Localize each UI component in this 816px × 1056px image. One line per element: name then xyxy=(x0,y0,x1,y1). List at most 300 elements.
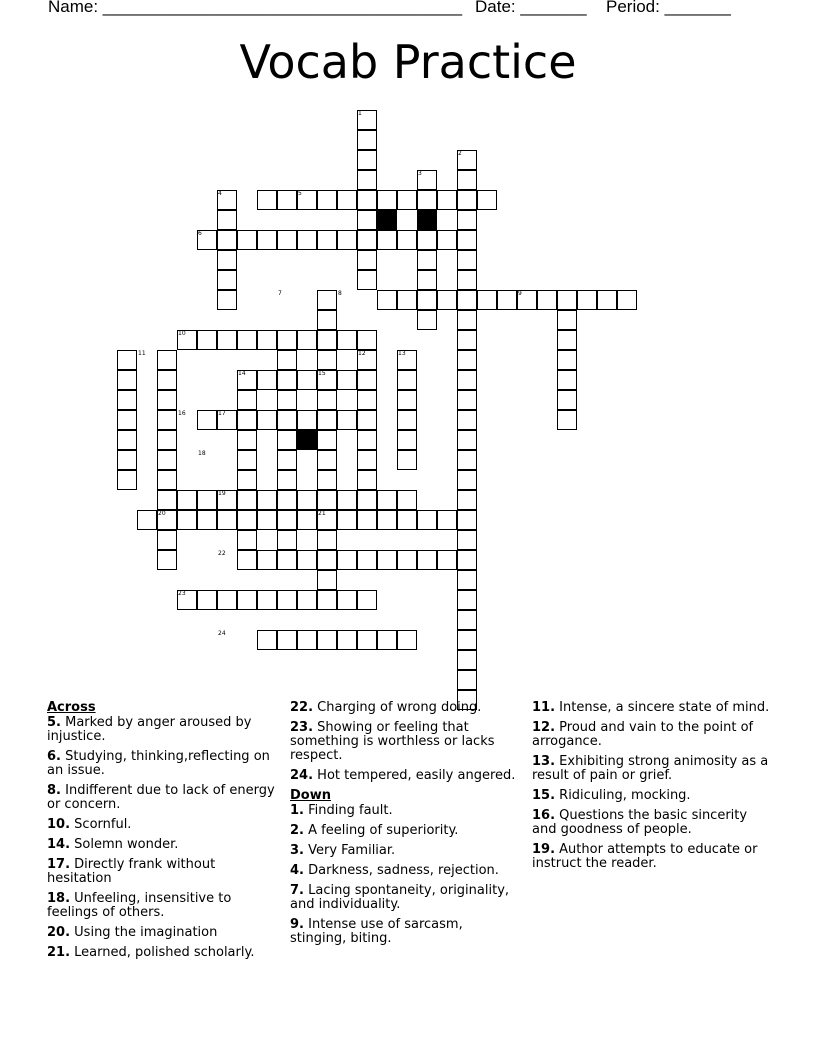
crossword-cell[interactable] xyxy=(297,410,317,430)
down-clue xyxy=(532,789,772,803)
clue-number-label: 3 xyxy=(418,170,422,177)
crossword-cell[interactable] xyxy=(457,650,477,670)
clue-text: Marked by anger aroused by injustice. xyxy=(47,715,252,744)
crossword-cell[interactable] xyxy=(557,350,577,370)
crossword-cell[interactable] xyxy=(457,430,477,450)
crossword-cell[interactable] xyxy=(557,370,577,390)
clue-text: A feeling of superiority. xyxy=(303,823,459,838)
crossword-cell[interactable] xyxy=(357,590,377,610)
clue-number: 4. xyxy=(290,863,304,878)
crossword-cell[interactable] xyxy=(377,190,397,210)
crossword-cell[interactable] xyxy=(397,450,417,470)
clue-text: Exhibiting strong animosity as a result of pain or grief. xyxy=(532,754,769,783)
clue-number: 12. xyxy=(532,720,556,735)
clue-text: Directly frank without hesitation xyxy=(47,857,216,886)
crossword-cell[interactable] xyxy=(377,230,397,250)
clue-number-label: 7 xyxy=(278,290,282,297)
crossword-cell[interactable] xyxy=(437,510,457,530)
crossword-cell[interactable] xyxy=(217,210,237,230)
clue-text: Proud and vain to the point of arrogance. xyxy=(532,720,754,749)
down-clue xyxy=(290,864,522,878)
clue-number: 23. xyxy=(290,720,314,735)
crossword-cell[interactable] xyxy=(397,430,417,450)
down-clue xyxy=(532,755,772,783)
crossword-cell[interactable] xyxy=(157,370,177,390)
crossword-cell[interactable] xyxy=(277,530,297,550)
across-clue xyxy=(47,926,279,940)
crossword-cell[interactable] xyxy=(457,170,477,190)
clue-number-label: 11 xyxy=(138,350,146,357)
clue-number: 6. xyxy=(47,749,61,764)
crossword-cell[interactable] xyxy=(277,510,297,530)
crossword-cell[interactable] xyxy=(237,590,257,610)
crossword-cell[interactable] xyxy=(417,550,437,570)
across-clue xyxy=(47,858,279,886)
clue-number: 16. xyxy=(532,808,556,823)
clue-text: Finding fault. xyxy=(303,803,393,818)
clue-text: Lacing spontaneity, originality, and individuality. xyxy=(290,883,510,912)
crossword-cell[interactable] xyxy=(597,290,617,310)
crossword-cell[interactable] xyxy=(157,410,177,430)
crossword-cell[interactable] xyxy=(277,470,297,490)
crossword-cell[interactable] xyxy=(277,330,297,350)
period-field[interactable]: Period: _______ xyxy=(606,0,731,16)
crossword-cell[interactable] xyxy=(397,630,417,650)
crossword-cell[interactable] xyxy=(317,190,337,210)
crossword-cell[interactable] xyxy=(257,230,277,250)
crossword-cell[interactable] xyxy=(317,310,337,330)
crossword-cell[interactable] xyxy=(217,590,237,610)
crossword-cell[interactable] xyxy=(457,230,477,250)
crossword-cell[interactable] xyxy=(357,430,377,450)
crossword-cell[interactable] xyxy=(457,210,477,230)
crossword-cell[interactable] xyxy=(357,470,377,490)
clue-number-label: 4 xyxy=(218,190,222,197)
across-clue xyxy=(290,721,522,763)
crossword-cell[interactable] xyxy=(277,490,297,510)
clue-text: Very Familiar. xyxy=(303,843,396,858)
across-clue xyxy=(290,769,522,783)
crossword-cell[interactable] xyxy=(217,290,237,310)
crossword-cell[interactable] xyxy=(157,550,177,570)
crossword-cell[interactable] xyxy=(337,550,357,570)
clue-number: 20. xyxy=(47,925,71,940)
crossword-cell[interactable] xyxy=(157,490,177,510)
crossword-cell[interactable] xyxy=(417,190,437,210)
crossword-cell[interactable] xyxy=(457,630,477,650)
clue-number: 11. xyxy=(532,700,556,715)
crossword-cell[interactable] xyxy=(457,330,477,350)
crossword-cell[interactable] xyxy=(217,250,237,270)
crossword-cell[interactable] xyxy=(277,550,297,570)
down-heading: Down xyxy=(290,788,331,803)
across-clue xyxy=(47,716,279,744)
clue-text: Author attempts to educate or instruct the reader. xyxy=(532,842,758,871)
crossword-cell[interactable] xyxy=(357,490,377,510)
crossword-cell[interactable] xyxy=(237,510,257,530)
clues-column-3 xyxy=(532,701,772,877)
crossword-cell[interactable] xyxy=(397,390,417,410)
date-field[interactable]: Date: _______ xyxy=(475,0,587,16)
across-clue xyxy=(290,701,522,715)
crossword-cell[interactable] xyxy=(397,490,417,510)
clue-number: 10. xyxy=(47,817,71,832)
crossword-cell[interactable] xyxy=(457,350,477,370)
crossword-cell[interactable] xyxy=(497,290,517,310)
clue-text: Indifferent due to lack of energy or concern. xyxy=(47,783,275,812)
crossword-cell[interactable] xyxy=(257,370,277,390)
clue-number-label: 14 xyxy=(238,370,246,377)
crossword-cell[interactable] xyxy=(257,490,277,510)
crossword-cell[interactable] xyxy=(237,470,257,490)
crossword-cell[interactable] xyxy=(237,530,257,550)
clue-number-label: 19 xyxy=(218,490,226,497)
crossword-cell[interactable] xyxy=(377,490,397,510)
crossword-cell[interactable] xyxy=(417,230,437,250)
crossword-cell[interactable] xyxy=(337,190,357,210)
crossword-cell[interactable] xyxy=(457,190,477,210)
crossword-cell[interactable] xyxy=(297,490,317,510)
clue-number: 24. xyxy=(290,768,314,783)
clue-number: 7. xyxy=(290,883,304,898)
clue-text: Unfeeling, insensitive to feelings of others. xyxy=(47,891,232,920)
crossword-cell[interactable] xyxy=(337,490,357,510)
crossword-cell[interactable] xyxy=(237,430,257,450)
crossword-cell[interactable] xyxy=(437,190,457,210)
clue-text: Learned, polished scholarly. xyxy=(70,945,255,960)
crossword-cell[interactable] xyxy=(257,330,277,350)
down-clue xyxy=(290,884,522,912)
clue-number-label: 23 xyxy=(178,590,186,597)
crossword-cell[interactable] xyxy=(397,370,417,390)
crossword-cell[interactable] xyxy=(317,470,337,490)
crossword-cell[interactable] xyxy=(577,290,597,310)
crossword-cell[interactable] xyxy=(317,330,337,350)
crossword-cell[interactable] xyxy=(457,310,477,330)
crossword-cell[interactable] xyxy=(457,290,477,310)
crossword-cell[interactable] xyxy=(277,590,297,610)
crossword-cell[interactable] xyxy=(357,130,377,150)
crossword-cell[interactable] xyxy=(237,410,257,430)
down-clue xyxy=(532,843,772,871)
crossword-cell[interactable] xyxy=(237,550,257,570)
crossword-cell[interactable] xyxy=(357,330,377,350)
crossword-cell[interactable] xyxy=(197,410,217,430)
crossword-cell[interactable] xyxy=(297,230,317,250)
crossword-cell[interactable] xyxy=(297,590,317,610)
crossword-cell[interactable] xyxy=(457,670,477,690)
crossword-cell[interactable] xyxy=(277,350,297,370)
crossword-cell[interactable] xyxy=(137,510,157,530)
crossword-cell[interactable] xyxy=(317,530,337,550)
down-clue xyxy=(532,701,772,715)
crossword-cell[interactable] xyxy=(277,630,297,650)
crossword-cell[interactable] xyxy=(337,590,357,610)
clue-number: 15. xyxy=(532,788,556,803)
crossword-cell[interactable] xyxy=(437,290,457,310)
crossword-cell[interactable] xyxy=(457,590,477,610)
crossword-cell[interactable] xyxy=(317,550,337,570)
crossword-cell[interactable] xyxy=(337,230,357,250)
crossword-cell[interactable] xyxy=(237,390,257,410)
clues-column-1 xyxy=(47,701,279,966)
crossword-cell[interactable] xyxy=(397,290,417,310)
clue-number-label: 6 xyxy=(198,230,202,237)
crossword-cell[interactable] xyxy=(377,290,397,310)
crossword-cell[interactable] xyxy=(217,230,237,250)
crossword-cell[interactable] xyxy=(117,410,137,430)
crossword-cell[interactable] xyxy=(357,410,377,430)
crossword-cell[interactable] xyxy=(317,230,337,250)
crossword-cell[interactable] xyxy=(617,290,637,310)
clues-column-2 xyxy=(290,701,522,952)
crossword-cell[interactable] xyxy=(417,510,437,530)
clue-text: Questions the basic sincerity and goodness of people. xyxy=(532,808,748,837)
clue-number: 22. xyxy=(290,700,314,715)
clue-number: 5. xyxy=(47,715,61,730)
crossword-cell[interactable] xyxy=(257,550,277,570)
crossword-cell[interactable] xyxy=(357,390,377,410)
crossword-cell[interactable] xyxy=(317,290,337,310)
crossword-cell[interactable] xyxy=(157,470,177,490)
crossword-cell[interactable] xyxy=(457,530,477,550)
clue-number-label: 18 xyxy=(198,450,206,457)
crossword-cell[interactable] xyxy=(257,630,277,650)
clue-number: 17. xyxy=(47,857,71,872)
clue-number: 8. xyxy=(47,783,61,798)
crossword-cell[interactable] xyxy=(297,510,317,530)
crossword-cell[interactable] xyxy=(557,330,577,350)
clue-text: Solemn wonder. xyxy=(70,837,179,852)
crossword-cell[interactable] xyxy=(457,390,477,410)
clue-text: Using the imagination xyxy=(70,925,218,940)
clue-number-label: 16 xyxy=(178,410,186,417)
crossword-black-cell xyxy=(297,430,317,450)
crossword-cell[interactable] xyxy=(337,630,357,650)
clue-text: Charging of wrong doing. xyxy=(313,700,482,715)
clue-number: 1. xyxy=(290,803,304,818)
page-title: Vocab Practice xyxy=(239,35,577,89)
crossword-cell[interactable] xyxy=(317,410,337,430)
crossword-cell[interactable] xyxy=(417,250,437,270)
crossword-cell[interactable] xyxy=(237,490,257,510)
clue-text: Showing or feeling that something is worthless or lacks respect. xyxy=(290,720,495,763)
crossword-cell[interactable] xyxy=(297,550,317,570)
crossword-cell[interactable] xyxy=(217,510,237,530)
clue-number-label: 20 xyxy=(158,510,166,517)
crossword-cell[interactable] xyxy=(117,390,137,410)
crossword-black-cell xyxy=(417,210,437,230)
down-clue xyxy=(290,824,522,838)
clue-number-label: 24 xyxy=(218,630,226,637)
crossword-cell[interactable] xyxy=(297,630,317,650)
crossword-cell[interactable] xyxy=(277,410,297,430)
crossword-cell[interactable] xyxy=(237,330,257,350)
crossword-cell[interactable] xyxy=(357,630,377,650)
crossword-cell[interactable] xyxy=(317,390,337,410)
clue-text: Scornful. xyxy=(70,817,132,832)
crossword-cell[interactable] xyxy=(117,350,137,370)
crossword-cell[interactable] xyxy=(557,290,577,310)
crossword-cell[interactable] xyxy=(357,250,377,270)
clue-number-label: 8 xyxy=(338,290,342,297)
crossword-cell[interactable] xyxy=(397,230,417,250)
crossword-cell[interactable] xyxy=(357,510,377,530)
crossword-cell[interactable] xyxy=(317,590,337,610)
crossword-cell[interactable] xyxy=(117,430,137,450)
crossword-cell[interactable] xyxy=(357,270,377,290)
clue-number-label: 5 xyxy=(298,190,302,197)
crossword-cell[interactable] xyxy=(357,190,377,210)
crossword-cell[interactable] xyxy=(257,410,277,430)
crossword-cell[interactable] xyxy=(457,270,477,290)
crossword-cell[interactable] xyxy=(377,630,397,650)
crossword-cell[interactable] xyxy=(437,230,457,250)
crossword-cell[interactable] xyxy=(177,490,197,510)
crossword-cell[interactable] xyxy=(357,210,377,230)
across-clue xyxy=(47,784,279,812)
crossword-cell[interactable] xyxy=(297,370,317,390)
clue-number-label: 17 xyxy=(218,410,226,417)
crossword-cell[interactable] xyxy=(557,410,577,430)
crossword-cell[interactable] xyxy=(357,170,377,190)
down-clue xyxy=(290,844,522,858)
crossword-cell[interactable] xyxy=(457,550,477,570)
crossword-cell[interactable] xyxy=(337,410,357,430)
crossword-cell[interactable] xyxy=(257,510,277,530)
crossword-cell[interactable] xyxy=(357,230,377,250)
crossword-cell[interactable] xyxy=(417,290,437,310)
crossword-cell[interactable] xyxy=(317,490,337,510)
crossword-cell[interactable] xyxy=(457,570,477,590)
crossword-cell[interactable] xyxy=(157,390,177,410)
crossword-cell[interactable] xyxy=(197,330,217,350)
crossword-cell[interactable] xyxy=(237,230,257,250)
down-clue xyxy=(532,721,772,749)
clue-number: 2. xyxy=(290,823,304,838)
crossword-cell[interactable] xyxy=(377,510,397,530)
across-clue xyxy=(47,946,279,960)
crossword-cell[interactable] xyxy=(277,370,297,390)
crossword-cell[interactable] xyxy=(197,590,217,610)
clue-number-label: 10 xyxy=(178,330,186,337)
crossword-cell[interactable] xyxy=(357,150,377,170)
crossword-cell[interactable] xyxy=(277,450,297,470)
crossword-cell[interactable] xyxy=(337,370,357,390)
crossword-cell[interactable] xyxy=(177,510,197,530)
crossword-cell[interactable] xyxy=(357,450,377,470)
clue-text: Intense use of sarcasm, stinging, biting. xyxy=(290,917,463,946)
name-field[interactable]: Name: ______________________________________ xyxy=(48,0,463,16)
crossword-cell[interactable] xyxy=(277,430,297,450)
crossword-cell[interactable] xyxy=(457,510,477,530)
crossword-cell[interactable] xyxy=(557,390,577,410)
crossword-cell[interactable] xyxy=(317,630,337,650)
crossword-cell[interactable] xyxy=(457,450,477,470)
across-clue xyxy=(47,818,279,832)
clue-number: 21. xyxy=(47,945,71,960)
clue-number-label: 9 xyxy=(518,290,522,297)
crossword-cell[interactable] xyxy=(397,550,417,570)
crossword-cell[interactable] xyxy=(317,450,337,470)
crossword-cell[interactable] xyxy=(457,370,477,390)
clue-text: Studying, thinking,reflecting on an issue. xyxy=(47,749,270,778)
crossword-cell[interactable] xyxy=(477,190,497,210)
clue-number-label: 15 xyxy=(318,370,326,377)
crossword-cell[interactable] xyxy=(237,450,257,470)
crossword-cell[interactable] xyxy=(317,430,337,450)
crossword-cell[interactable] xyxy=(337,330,357,350)
crossword-cell[interactable] xyxy=(317,350,337,370)
crossword-cell[interactable] xyxy=(397,510,417,530)
clue-number-label: 21 xyxy=(318,510,326,517)
crossword-black-cell xyxy=(377,210,397,230)
crossword-cell[interactable] xyxy=(537,290,557,310)
clue-text: Intense, a sincere state of mind. xyxy=(555,700,770,715)
clue-number: 3. xyxy=(290,843,304,858)
across-clue xyxy=(47,892,279,920)
crossword-cell[interactable] xyxy=(217,270,237,290)
crossword-cell[interactable] xyxy=(257,590,277,610)
crossword-cell[interactable] xyxy=(437,550,457,570)
crossword-cell[interactable] xyxy=(457,610,477,630)
crossword-cell[interactable] xyxy=(457,410,477,430)
clue-text: Ridiculing, mocking. xyxy=(555,788,691,803)
crossword-cell[interactable] xyxy=(457,470,477,490)
crossword-cell[interactable] xyxy=(317,570,337,590)
crossword-cell[interactable] xyxy=(377,550,397,570)
down-clue xyxy=(532,809,772,837)
clue-number-label: 2 xyxy=(458,150,462,157)
clue-number: 9. xyxy=(290,917,304,932)
clue-number: 19. xyxy=(532,842,556,857)
crossword-cell[interactable] xyxy=(277,230,297,250)
crossword-cell[interactable] xyxy=(417,310,437,330)
crossword-cell[interactable] xyxy=(157,350,177,370)
crossword-cell[interactable] xyxy=(277,190,297,210)
across-heading: Across xyxy=(47,700,96,715)
crossword-cell[interactable] xyxy=(277,390,297,410)
crossword-cell[interactable] xyxy=(357,370,377,390)
crossword-cell[interactable] xyxy=(157,430,177,450)
crossword-cell[interactable] xyxy=(157,450,177,470)
crossword-cell[interactable] xyxy=(257,190,277,210)
crossword-cell[interactable] xyxy=(217,330,237,350)
crossword-cell[interactable] xyxy=(477,290,497,310)
down-clue xyxy=(290,804,522,818)
crossword-cell[interactable] xyxy=(357,550,377,570)
crossword-cell[interactable] xyxy=(417,270,437,290)
clue-text: Darkness, sadness, rejection. xyxy=(303,863,499,878)
crossword-cell[interactable] xyxy=(457,250,477,270)
crossword-cell[interactable] xyxy=(297,330,317,350)
crossword-cell[interactable] xyxy=(457,490,477,510)
clue-number-label: 1 xyxy=(358,110,362,117)
clue-number: 18. xyxy=(47,891,71,906)
clue-text: Hot tempered, easily angered. xyxy=(313,768,516,783)
crossword-cell[interactable] xyxy=(157,530,177,550)
crossword-cell[interactable] xyxy=(397,190,417,210)
crossword-cell[interactable] xyxy=(397,410,417,430)
crossword-cell[interactable] xyxy=(197,490,217,510)
crossword-cell[interactable] xyxy=(197,510,217,530)
clue-number: 14. xyxy=(47,837,71,852)
crossword-cell[interactable] xyxy=(337,510,357,530)
crossword-cell[interactable] xyxy=(117,450,137,470)
crossword-cell[interactable] xyxy=(557,310,577,330)
crossword-cell[interactable] xyxy=(117,370,137,390)
crossword-cell[interactable] xyxy=(117,470,137,490)
